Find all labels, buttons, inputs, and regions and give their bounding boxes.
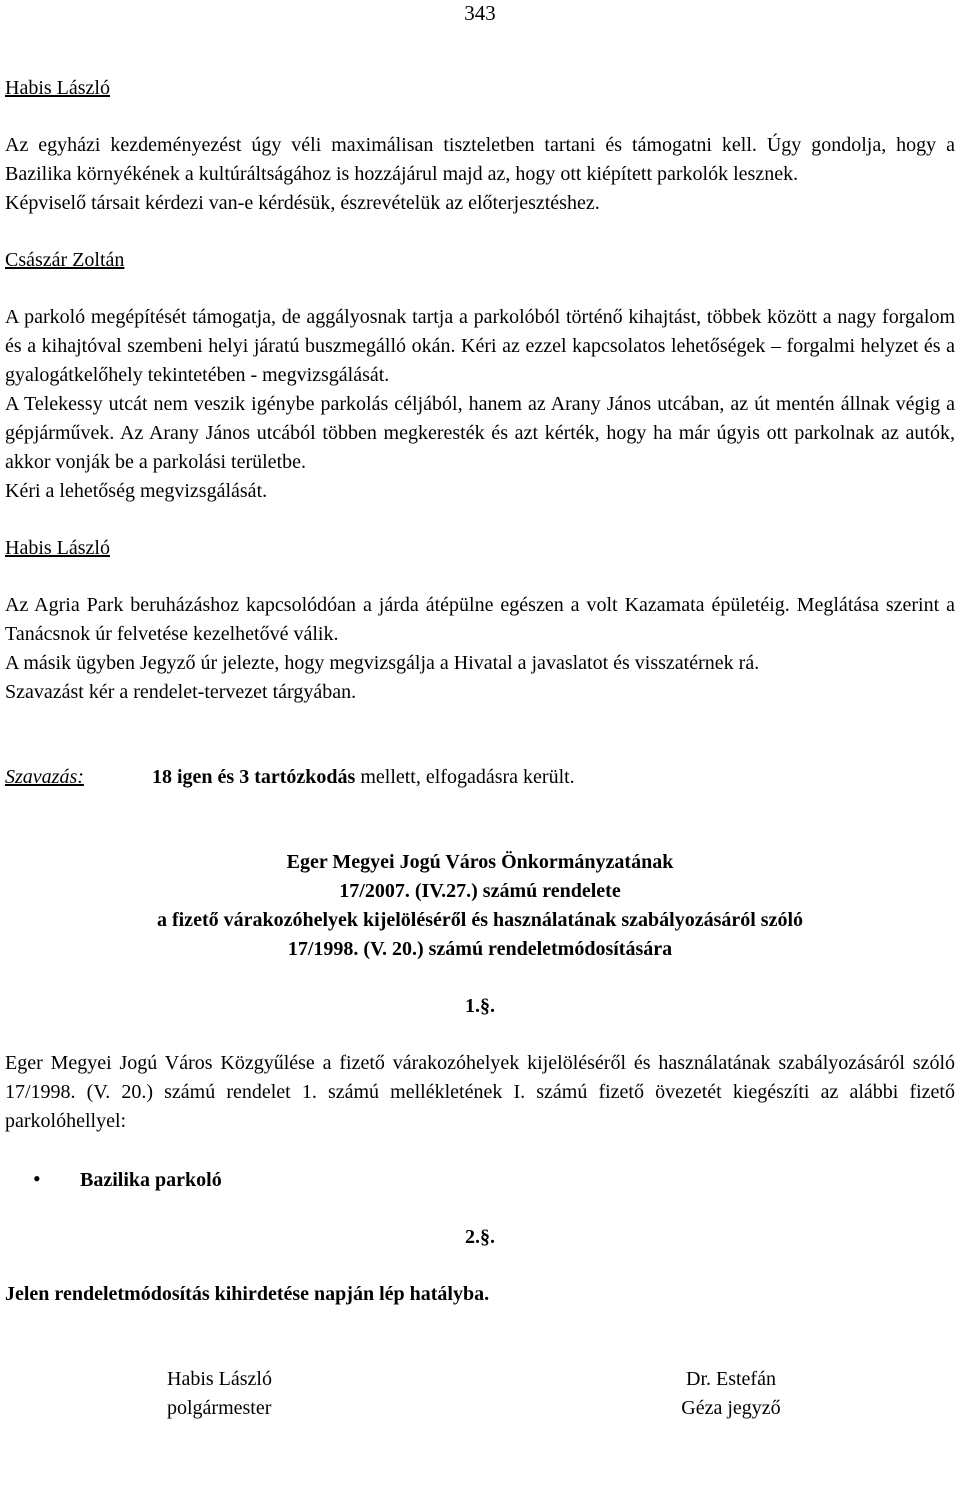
paragraph: Kéri a lehetőség megvizsgálását. <box>5 480 268 502</box>
section-text: Eger Megyei Jogú Város Közgyűlése a fizető várakozóhelyek kijelöléséről és használatának szabályozásáról szóló 17/1998. (V. 20.) számú rendelet 1. számú mellékletének I. számú fizető övezetét kiegészíti az alábbi fizető parkolóhellyel: <box>5 1052 955 1132</box>
section-text: Jelen rendeletmódosítás kihirdetése napján lép hatályba. <box>5 1283 490 1305</box>
signatory-name: Habis László <box>167 1368 272 1390</box>
speaker-name: Habis László <box>5 77 110 99</box>
paragraph: Képviselő társait kérdezi van-e kérdésük, észrevételük az előterjesztéshez. <box>5 192 600 214</box>
bullet-text: Bazilika parkoló <box>80 1169 222 1191</box>
decree-title-line: 17/2007. (IV.27.) számú rendelete <box>339 880 621 902</box>
page-number: 343 <box>464 1 496 25</box>
document-page <box>5 0 955 1423</box>
signature-block <box>5 1365 955 1423</box>
decree-title-line: Eger Megyei Jogú Város Önkormányzatának <box>286 851 674 873</box>
vote-result <box>5 763 955 792</box>
signature-notary <box>641 1365 821 1423</box>
paragraph: Az egyházi kezdeményezést úgy véli maximálisan tiszteletben tartani és támogatni kell. Úgy gondolja, hogy a Bazilika környékének a kultúráltságához is hozzájárul majd az, hogy ott kiépített parkolók lesznek. <box>5 134 955 185</box>
paragraph: A Telekessy utcát nem veszik igénybe parkolás céljából, hanem az Arany János utcában, az út mentén állnak végig a gépjárművek. Az Arany János utcából többen megkeresték és azt kérték, hogy ha már úgyis ott parkolnak az autók, akkor vonják be a parkolási területbe. <box>5 393 955 473</box>
signatory-title: polgármester <box>167 1397 272 1419</box>
bullet-list-item <box>5 1164 955 1195</box>
paragraph: Szavazást kér a rendelet-tervezet tárgyában. <box>5 681 357 703</box>
bullet-icon: • <box>33 1166 41 1191</box>
paragraph: A parkoló megépítését támogatja, de aggályosnak tartja a parkolóból történő kihajtást, többek között a nagy forgalom és a kihajtóval szembeni helyi járatú buszmegálló okán. Kéri az ezzel kapcsolatos lehetőségek – forgalmi helyzet és a gyalogátkelőhely tekintetében - megvizsgálását. <box>5 306 955 386</box>
section-heading: 2.§. <box>465 1226 495 1248</box>
speaker-name: Habis László <box>5 537 110 559</box>
decree-title-line: 17/1998. (V. 20.) számú rendeletmódosítására <box>287 938 673 960</box>
vote-outcome: mellett, elfogadásra került. <box>355 766 575 788</box>
speaker-name: Császár Zoltán <box>5 249 125 271</box>
section-heading: 1.§. <box>465 995 495 1017</box>
paragraph: Az Agria Park beruházáshoz kapcsolódóan a járda átépülne egészen a volt Kazamata épületéig. Meglátása szerint a Tanácsnok úr felvetése kezelhetővé válik. <box>5 594 955 645</box>
signatory-title: Géza jegyző <box>681 1397 781 1419</box>
decree-title <box>5 848 955 964</box>
decree-title-line: a fizető várakozóhelyek kijelöléséről és használatának szabályozásáról szóló <box>156 909 804 931</box>
vote-label: Szavazás: <box>5 766 84 788</box>
vote-text <box>152 763 575 792</box>
signature-mayor <box>5 1365 641 1423</box>
signatory-name: Dr. Estefán <box>686 1368 776 1390</box>
paragraph: A másik ügyben Jegyző úr jelezte, hogy megvizsgálja a Hivatal a javaslatot és visszatérnek rá. <box>5 652 760 674</box>
vote-count: 18 igen és 3 tartózkodás <box>152 766 356 788</box>
